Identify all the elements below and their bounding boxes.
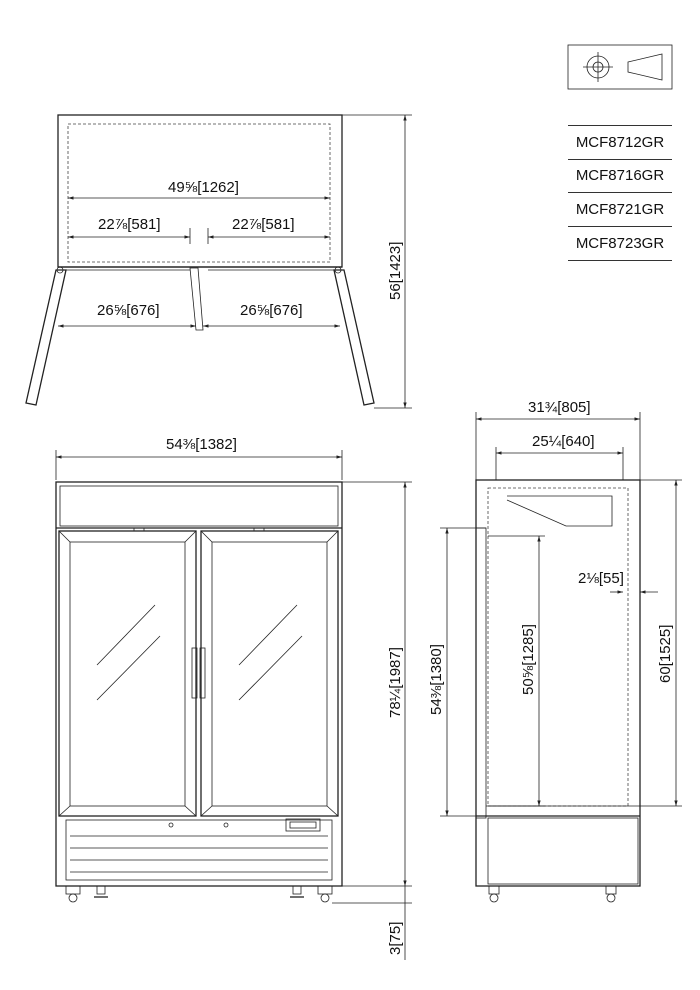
model-label: MCF8721GR bbox=[568, 193, 672, 227]
dim-cabinet-height: 60[1525] bbox=[657, 624, 674, 683]
dim-inner-width: 49⅝[1262] bbox=[168, 179, 239, 196]
dim-inner-height: 50⅝[1285] bbox=[520, 624, 537, 695]
model-label: MCF8716GR bbox=[568, 159, 672, 193]
dim-caster: 3[75] bbox=[387, 921, 404, 955]
side-view bbox=[440, 412, 682, 902]
dim-depth: 31¾[805] bbox=[528, 399, 591, 416]
dim-door-right: 26⅝[676] bbox=[240, 302, 303, 319]
dim-overall-height: 78¼[1987] bbox=[387, 647, 404, 718]
dim-depth-open: 56[1423] bbox=[387, 241, 404, 300]
dim-door-left: 26⅝[676] bbox=[97, 302, 160, 319]
dim-inner-depth: 25¼[640] bbox=[532, 433, 595, 450]
dim-door-height: 54⅜[1380] bbox=[428, 644, 445, 715]
dim-half-right: 22⅞[581] bbox=[232, 216, 295, 233]
dim-overall-width: 54⅜[1382] bbox=[166, 436, 237, 453]
dim-offset: 2⅛[55] bbox=[578, 570, 624, 587]
dim-half-left: 22⅞[581] bbox=[98, 216, 161, 233]
model-label: MCF8723GR bbox=[568, 227, 672, 261]
top-view bbox=[26, 115, 412, 408]
projection-symbol bbox=[568, 45, 672, 89]
front-view bbox=[56, 450, 412, 960]
model-label: MCF8712GR bbox=[568, 125, 672, 160]
